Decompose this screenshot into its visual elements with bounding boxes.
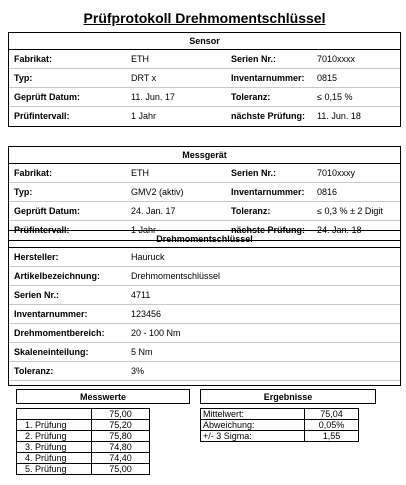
page-title: Prüfprotokoll Drehmomentschlüssel [83,10,326,26]
field-label: Geprüft Datum: [14,206,80,216]
field-label: Prüfintervall: [14,111,70,121]
field-label: Fabrikat: [14,168,53,178]
table-row [17,409,150,420]
field-label: Hersteller: [14,252,59,262]
messgeraet-row [9,183,400,202]
field-value: 7010xxxx [317,54,356,64]
sensor-section [8,32,401,127]
field-label: Prüfintervall: [14,225,70,235]
pruefung-label: 4. Prüfung [17,453,92,464]
drehmomentschluessel-section [8,230,401,386]
table-row [201,431,359,442]
table-row [17,453,150,464]
pruefung-label: 2. Prüfung [17,431,92,442]
ergebnisse-heading: Ergebnisse [200,389,376,404]
messgeraet-row [9,164,400,183]
table-row [201,409,359,420]
messgeraet-heading: Messgerät [9,147,400,164]
sensor-heading: Sensor [9,33,400,50]
field-value: 11. Jun. 17 [131,92,175,102]
table-row [17,442,150,453]
pruefung-value: 75,20 [92,420,150,431]
field-label: Drehmomentbereich: [14,328,105,338]
field-value: DRT x [131,73,157,83]
field-label: nächste Prüfung: [231,111,306,121]
field-value: ≤ 0,15 % [317,92,353,102]
ergebnis-label: Abweichung: [201,420,305,431]
messgeraet-section [8,146,401,241]
field-value: 11. Jun. 18 [317,111,361,121]
sensor-row [9,50,400,69]
pruefung-label: 1. Prüfung [17,420,92,431]
field-label: Toleranz: [231,92,271,102]
field-label: Fabrikat: [14,54,53,64]
field-value: ≤ 0,3 % ± 2 Digit [317,206,383,216]
ergebnis-label: Mittelwert: [201,409,305,420]
field-value: 20 - 100 Nm [131,328,181,338]
drehm-row [9,248,400,267]
field-label: Inventarnummer: [231,187,305,197]
sollwert-value: 75,00 [92,409,150,420]
field-value: 0816 [317,187,338,197]
field-value: 4711 [131,290,151,300]
pruefung-value: 74,40 [92,453,150,464]
ergebnis-value: 75,04 [305,409,359,420]
field-label: Inventarnummer: [231,73,305,83]
field-value: 1 Jahr [131,111,157,121]
field-value: 0815 [317,73,338,83]
field-label: Serien Nr.: [14,290,60,300]
field-value: 1 Jahr [131,225,157,235]
field-value: ETH [131,168,149,178]
drehm-row [9,267,400,286]
drehm-row [9,343,400,362]
pruefung-label: 5. Prüfung [17,464,92,475]
drehm-row [9,305,400,324]
field-value: Drehmomentschlüssel [131,271,221,281]
pruefung-value: 75,80 [92,431,150,442]
table-row [17,431,150,442]
field-label: Typ: [14,73,33,83]
field-value: GMV2 (aktiv) [131,187,184,197]
field-value: ETH [131,54,149,64]
messwerte-heading: Messwerte [16,389,190,404]
field-value: 24. Jan. 17 [131,206,176,216]
field-label: Typ: [14,187,33,197]
messwerte-table [16,408,150,475]
sensor-row [9,69,400,88]
field-label: nächste Prüfung: [231,225,306,235]
field-value: 3% [131,366,145,376]
table-row [201,420,359,431]
drehmomentschluessel-heading: Drehmomentschlüssel [9,231,400,248]
table-row [17,420,150,431]
field-label: Serien Nr.: [231,54,277,64]
drehm-row [9,324,400,343]
table-cell [17,409,92,420]
field-label: Inventarnummer: [14,309,88,319]
sensor-row [9,107,400,126]
field-label: Skaleneinteilung: [14,347,89,357]
table-row [17,464,150,475]
ergebnisse-table [200,408,359,442]
pruefung-label: 3. Prüfung [17,442,92,453]
pruefung-value: 74,80 [92,442,150,453]
sensor-row [9,88,400,107]
field-label: Serien Nr.: [231,168,277,178]
field-value: 24. Jan. 18 [317,225,362,235]
ergebnis-value: 1,55 [305,431,359,442]
field-label: Artikelbezeichnung: [14,271,101,281]
field-value: 123456 [131,309,162,319]
ergebnis-value: 0,05% [305,420,359,431]
field-label: Toleranz: [14,366,54,376]
protocol-sheet [6,4,403,482]
drehm-row [9,362,400,381]
field-value: 5 Nm [131,347,153,357]
pruefung-value: 75,00 [92,464,150,475]
field-value: 7010xxxy [317,168,356,178]
ergebnis-label: +/- 3 Sigma: [201,431,305,442]
field-value: Hauruck [131,252,165,262]
field-label: Toleranz: [231,206,271,216]
field-label: Geprüft Datum: [14,92,80,102]
drehm-row [9,286,400,305]
messgeraet-row [9,202,400,221]
